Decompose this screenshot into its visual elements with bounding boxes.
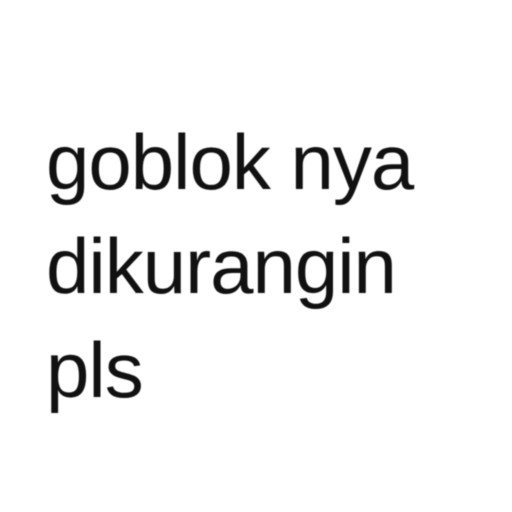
caption-line-3: pls bbox=[46, 326, 143, 414]
caption-text bbox=[46, 110, 413, 422]
caption-line-2: dikurangin bbox=[46, 222, 396, 310]
caption-line-1: goblok nya bbox=[46, 118, 414, 206]
